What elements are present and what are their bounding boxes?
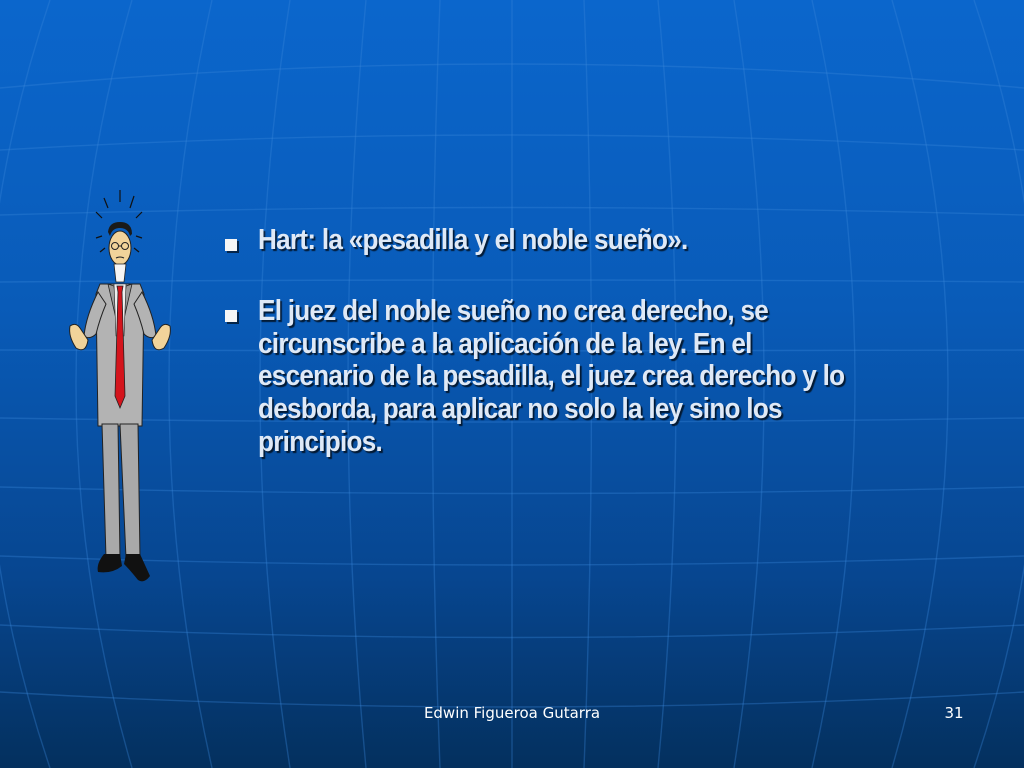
- bullet-item: [222, 295, 922, 459]
- square-bullet-icon: [225, 239, 237, 251]
- bullet-text: Hart: la «pesadilla y el noble sueño».: [258, 224, 688, 256]
- bullet-item: [222, 224, 922, 257]
- footer-author: Edwin Figueroa Gutarra: [423, 704, 601, 722]
- bullet-text: El juez del noble sueño no crea derecho, se circunscribe a la aplicación de la ley. En el escenario de la pesadilla, el juez crea derecho y lo desborda, para aplicar no solo la ley sino los principios.: [258, 294, 851, 458]
- confused-man-illustration: [62, 186, 180, 588]
- square-bullet-icon: [225, 310, 237, 322]
- bullet-list: [222, 224, 922, 497]
- page-number: 31: [944, 704, 964, 722]
